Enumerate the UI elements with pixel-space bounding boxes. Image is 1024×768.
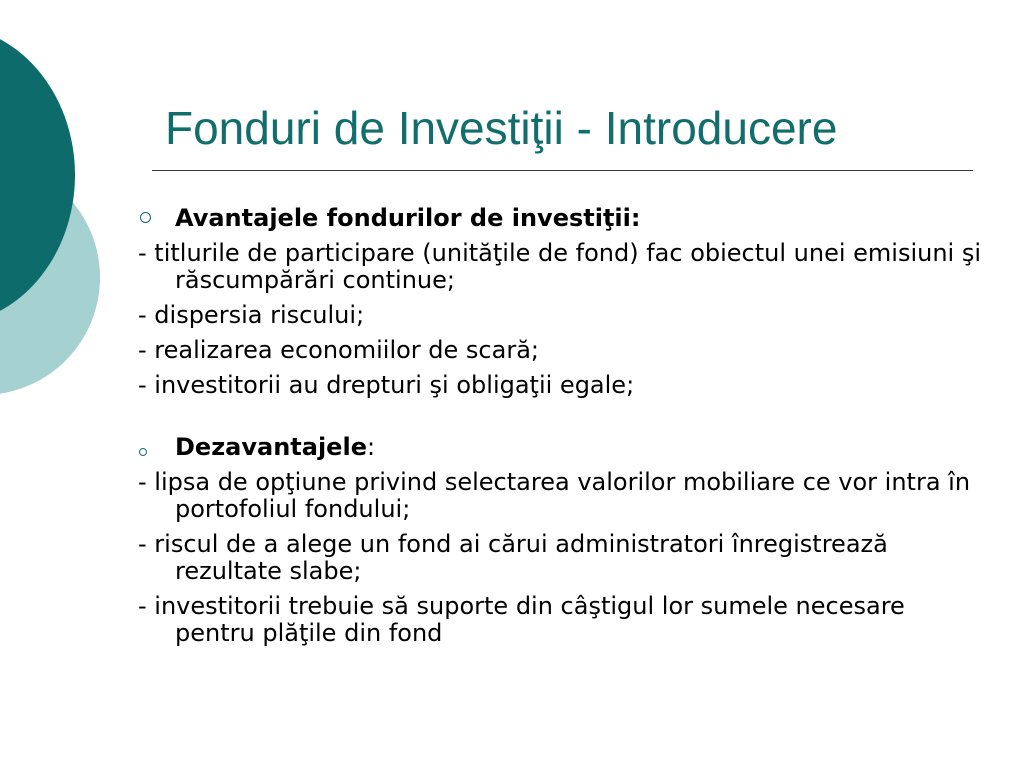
- slide-content: [138, 205, 988, 655]
- title-divider: [152, 170, 973, 171]
- advantage-item: - titlurile de participare (unităţile de fond) fac obiectul unei emisiuni şi răscumpărări continue;: [138, 239, 982, 294]
- disadvantage-item: - lipsa de opţiune privind selectarea valorilor mobiliare ce vor intra în portofoliul fondului;: [138, 468, 971, 523]
- advantage-item: - dispersia riscului;: [138, 301, 365, 329]
- advantages-heading-row: [138, 205, 988, 232]
- advantage-item: - investitorii au drepturi şi obligaţii egale;: [138, 371, 635, 399]
- disadvantages-heading-colon: :: [366, 433, 376, 461]
- disadvantages-heading: Dezavantajele: [175, 433, 367, 461]
- disadvantage-item: - investitorii trebuie să suporte din câştigul lor sumele necesare pentru plăţile din fond: [138, 592, 905, 647]
- page-title: Fonduri de Investiţii - Introducere: [165, 102, 838, 154]
- disadvantage-item: - riscul de a alege un fond ai cărui administratori înregistrează rezultate slabe;: [138, 530, 888, 585]
- advantages-heading: Avantajele fondurilor de investiţii:: [175, 204, 641, 232]
- small-circle-bullet-icon: [139, 448, 147, 456]
- hollow-circle-bullet-icon: [140, 212, 151, 223]
- section-spacer: [138, 407, 988, 434]
- advantage-item: - realizarea economiilor de scară;: [138, 336, 539, 364]
- disadvantages-heading-row: [138, 434, 988, 461]
